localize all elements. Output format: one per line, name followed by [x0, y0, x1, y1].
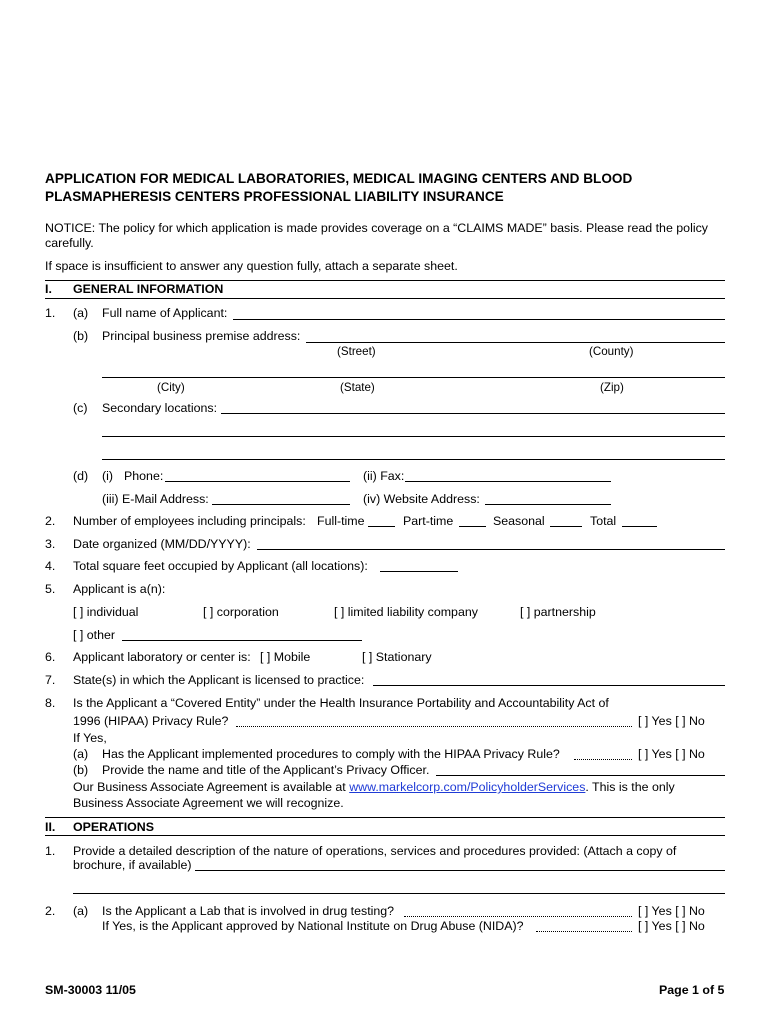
zip-caption: (Zip) — [600, 381, 624, 394]
fulltime-label: Full-time — [317, 514, 365, 528]
q5-number: 5. — [45, 582, 56, 596]
ops-description-line-2: brochure, if available) — [73, 858, 192, 872]
ops-description-line-1: Provide a detailed description of the nature of operations, services and procedures provided: (Attach a copy of — [73, 844, 677, 858]
llc-checkbox[interactable]: [ ] limited liability company — [334, 605, 478, 619]
section-1-number: I. — [45, 282, 52, 296]
ops-description-field-2[interactable] — [73, 893, 725, 894]
baa-line-1 — [73, 780, 675, 795]
employees-label: Number of employees including principals: — [73, 514, 306, 528]
street-county-field[interactable] — [306, 342, 725, 343]
date-organized-field[interactable] — [257, 549, 725, 550]
q1a-label: (a) — [73, 306, 89, 320]
seasonal-field[interactable] — [550, 526, 582, 527]
parttime-field[interactable] — [459, 526, 486, 527]
phone-label: Phone: — [124, 469, 164, 483]
city-state-zip-field[interactable] — [102, 377, 725, 378]
q6-number: 6. — [45, 650, 56, 664]
email-label: (iii) E-Mail Address: — [102, 492, 209, 506]
lab-type-label: Applicant laboratory or center is: — [73, 650, 251, 664]
secondary-locations-field-1[interactable] — [221, 413, 725, 414]
total-label: Total — [590, 514, 617, 528]
mobile-checkbox[interactable]: [ ] Mobile — [260, 650, 311, 664]
nida-label: If Yes, is the Applicant approved by National Institute on Drug Abuse (NIDA)? — [102, 919, 524, 933]
notice-line-2: carefully. — [45, 236, 94, 250]
stationary-checkbox[interactable]: [ ] Stationary — [362, 650, 432, 664]
street-caption: (Street) — [337, 345, 376, 358]
website-label: (iv) Website Address: — [363, 492, 480, 506]
title-line-1: APPLICATION FOR MEDICAL LABORATORIES, MEDICAL IMAGING CENTERS AND BLOOD — [45, 171, 633, 186]
q1-number: 1. — [45, 306, 56, 320]
q1b-label: (b) — [73, 329, 89, 343]
square-feet-label: Total square feet occupied by Applicant (all locations): — [73, 559, 368, 573]
secondary-locations-field-2[interactable] — [102, 436, 725, 437]
licensed-states-label: State(s) in which the Applicant is licensed to practice: — [73, 673, 365, 687]
seasonal-label: Seasonal — [493, 514, 545, 528]
title-line-2: PLASMAPHERESIS CENTERS PROFESSIONAL LIABILITY INSURANCE — [45, 188, 504, 204]
hipaa-leader-dots — [236, 726, 632, 727]
nida-yes-no[interactable]: [ ] Yes [ ] No — [638, 919, 705, 933]
ops-description-field-1[interactable] — [195, 870, 725, 871]
form-title — [45, 170, 632, 205]
q7-number: 7. — [45, 673, 56, 687]
privacy-officer-label: Provide the name and title of the Applicant’s Privacy Officer. — [102, 763, 430, 777]
ops-q2a-label: (a) — [73, 904, 89, 918]
section-2-title: OPERATIONS — [73, 820, 155, 834]
principal-address-label: Principal business premise address: — [102, 329, 301, 343]
baa-text-pre: Our Business Associate Agreement is available at — [73, 780, 346, 794]
date-organized-label: Date organized (MM/DD/YYYY): — [73, 537, 251, 551]
website-field[interactable] — [485, 504, 611, 505]
policyholder-services-link[interactable]: www.markelcorp.com/PolicyholderServices — [349, 780, 586, 794]
hipaa-procedures-label: Has the Applicant implemented procedures to comply with the HIPAA Privacy Rule? — [102, 747, 560, 761]
space-notice: If space is insufficient to answer any question fully, attach a separate sheet. — [45, 259, 458, 273]
hipaa-question-line-1: Is the Applicant a “Covered Entity” under the Health Insurance Portability and Accountability Act of — [73, 696, 609, 710]
ops-q1-number: 1. — [45, 844, 56, 858]
notice-line-1: NOTICE: The policy for which application is made provides coverage on a “CLAIMS MADE” basis. Please read the policy — [45, 221, 708, 235]
drug-testing-label: Is the Applicant a Lab that is involved in drug testing? — [102, 904, 395, 918]
nida-leader-dots — [536, 931, 632, 932]
section-2-bottom-rule — [45, 835, 725, 836]
applicant-type-label: Applicant is a(n): — [73, 582, 166, 596]
procedures-leader-dots — [574, 759, 632, 760]
fax-label: (ii) Fax: — [363, 469, 405, 483]
if-yes-label: If Yes, — [73, 731, 107, 745]
q8-number: 8. — [45, 696, 56, 710]
q3-number: 3. — [45, 537, 56, 551]
full-name-label: Full name of Applicant: — [102, 306, 228, 320]
drug-testing-yes-no[interactable]: [ ] Yes [ ] No — [638, 904, 705, 918]
q1d-label: (d) — [73, 469, 89, 483]
county-caption: (County) — [589, 345, 634, 358]
drug-testing-leader-dots — [404, 916, 632, 917]
baa-text-post: . This is the only — [585, 780, 675, 794]
square-feet-field[interactable] — [380, 571, 458, 572]
q8b-label: (b) — [73, 763, 89, 777]
other-checkbox[interactable]: [ ] other — [73, 628, 116, 642]
section-2-top-rule — [45, 817, 725, 818]
fulltime-field[interactable] — [368, 526, 395, 527]
state-caption: (State) — [340, 381, 375, 394]
licensed-states-field[interactable] — [373, 685, 725, 686]
parttime-label: Part-time — [403, 514, 454, 528]
q1c-label: (c) — [73, 401, 88, 415]
q4-number: 4. — [45, 559, 56, 573]
phone-field[interactable] — [165, 481, 350, 482]
total-field[interactable] — [622, 526, 657, 527]
procedures-yes-no[interactable]: [ ] Yes [ ] No — [638, 747, 705, 761]
secondary-locations-label: Secondary locations: — [102, 401, 218, 415]
hipaa-question-line-2: 1996 (HIPAA) Privacy Rule? — [73, 714, 229, 728]
q8a-label: (a) — [73, 747, 89, 761]
other-field[interactable] — [122, 640, 362, 641]
q2-number: 2. — [45, 514, 56, 528]
form-number: SM-30003 11/05 — [45, 983, 136, 997]
baa-line-2: Business Associate Agreement we will recognize. — [73, 796, 344, 810]
page-number: Page 1 of 5 — [659, 983, 725, 997]
hipaa-yes-no[interactable]: [ ] Yes [ ] No — [638, 714, 705, 728]
section-1-title: GENERAL INFORMATION — [73, 282, 224, 296]
partnership-checkbox[interactable]: [ ] partnership — [520, 605, 596, 619]
section-1-bottom-rule — [45, 298, 725, 299]
phone-roman: (i) — [102, 469, 114, 483]
fax-field[interactable] — [405, 481, 611, 482]
email-field[interactable] — [212, 504, 350, 505]
full-name-field[interactable] — [233, 319, 725, 320]
section-2-number: II. — [45, 820, 56, 834]
individual-checkbox[interactable]: [ ] individual — [73, 605, 139, 619]
city-caption: (City) — [157, 381, 185, 394]
secondary-locations-field-3[interactable] — [102, 459, 725, 460]
ops-q2-number: 2. — [45, 904, 56, 918]
privacy-officer-field[interactable] — [436, 775, 725, 776]
section-1-top-rule — [45, 280, 725, 281]
corporation-checkbox[interactable]: [ ] corporation — [203, 605, 279, 619]
